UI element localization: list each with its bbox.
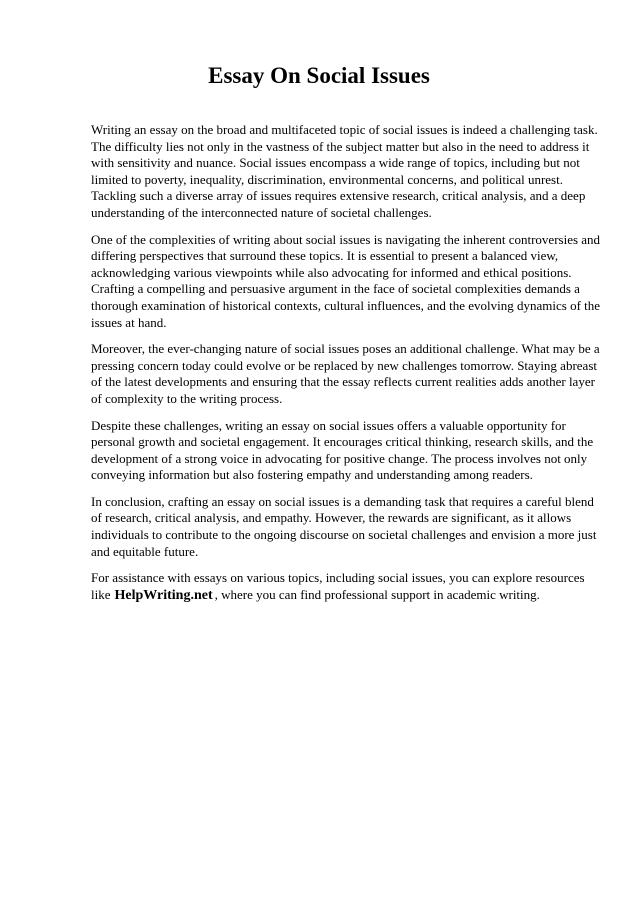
paragraph-1: Writing an essay on the broad and multifaceted topic of social issues is indeed a challenging task. The difficulty lies not only in the vastness of the subject matter but also in the need to address it with sensitivity and nuance. Social issues encompass a wide range of topics, including but not limited to poverty, inequality, discrimination, environmental concerns, and political unrest. Tackling such a diverse array of issues requires extensive research, critical analysis, and a deep understanding of the interconnected nature of societal challenges. xyxy=(91,122,598,220)
paragraph-4: Despite these challenges, writing an essay on social issues offers a valuable opportunity for personal growth and societal engagement. It encourages critical thinking, research skills, and the development of a strong voice in advocating for positive change. The process involves not only conveying information but also fostering empathy and understanding among readers. xyxy=(91,417,594,483)
page-title: Essay On Social Issues xyxy=(208,63,430,88)
closing-text-before: For assistance with essays on various topics, including social issues, you can explore resources like xyxy=(91,570,585,602)
closing-paragraph xyxy=(91,570,601,604)
closing-text-after: , where you can find professional support in academic writing. xyxy=(214,586,540,602)
paragraph-3: Moreover, the ever-changing nature of social issues poses an additional challenge. What may be a pressing concern today could evolve or be replaced by new challenges tomorrow. Staying abreast of the latest developments and ensuring that the essay reflects current realities adds another layer of complexity to the writing process. xyxy=(91,341,600,406)
essay-body xyxy=(91,122,601,614)
helpwriting-link[interactable]: HelpWriting.net xyxy=(114,587,213,603)
paragraph-2: One of the complexities of writing about social issues is navigating the inherent controversies and differing perspectives that surround these topics. It is essential to present a balanced view, acknowledging various viewpoints while also advocating for informed and ethical positions. Crafting a compelling and persuasive argument in the face of societal complexities demands a thorough examination of historical contexts, cultural influences, and the evolving dynamics of the issues at hand. xyxy=(91,231,601,330)
paragraph-5: In conclusion, crafting an essay on social issues is a demanding task that requires a careful blend of research, critical analysis, and empathy. However, the rewards are significant, as it allows individuals to contribute to the ongoing discourse on societal challenges and envision a more just and equitable future. xyxy=(91,493,597,559)
